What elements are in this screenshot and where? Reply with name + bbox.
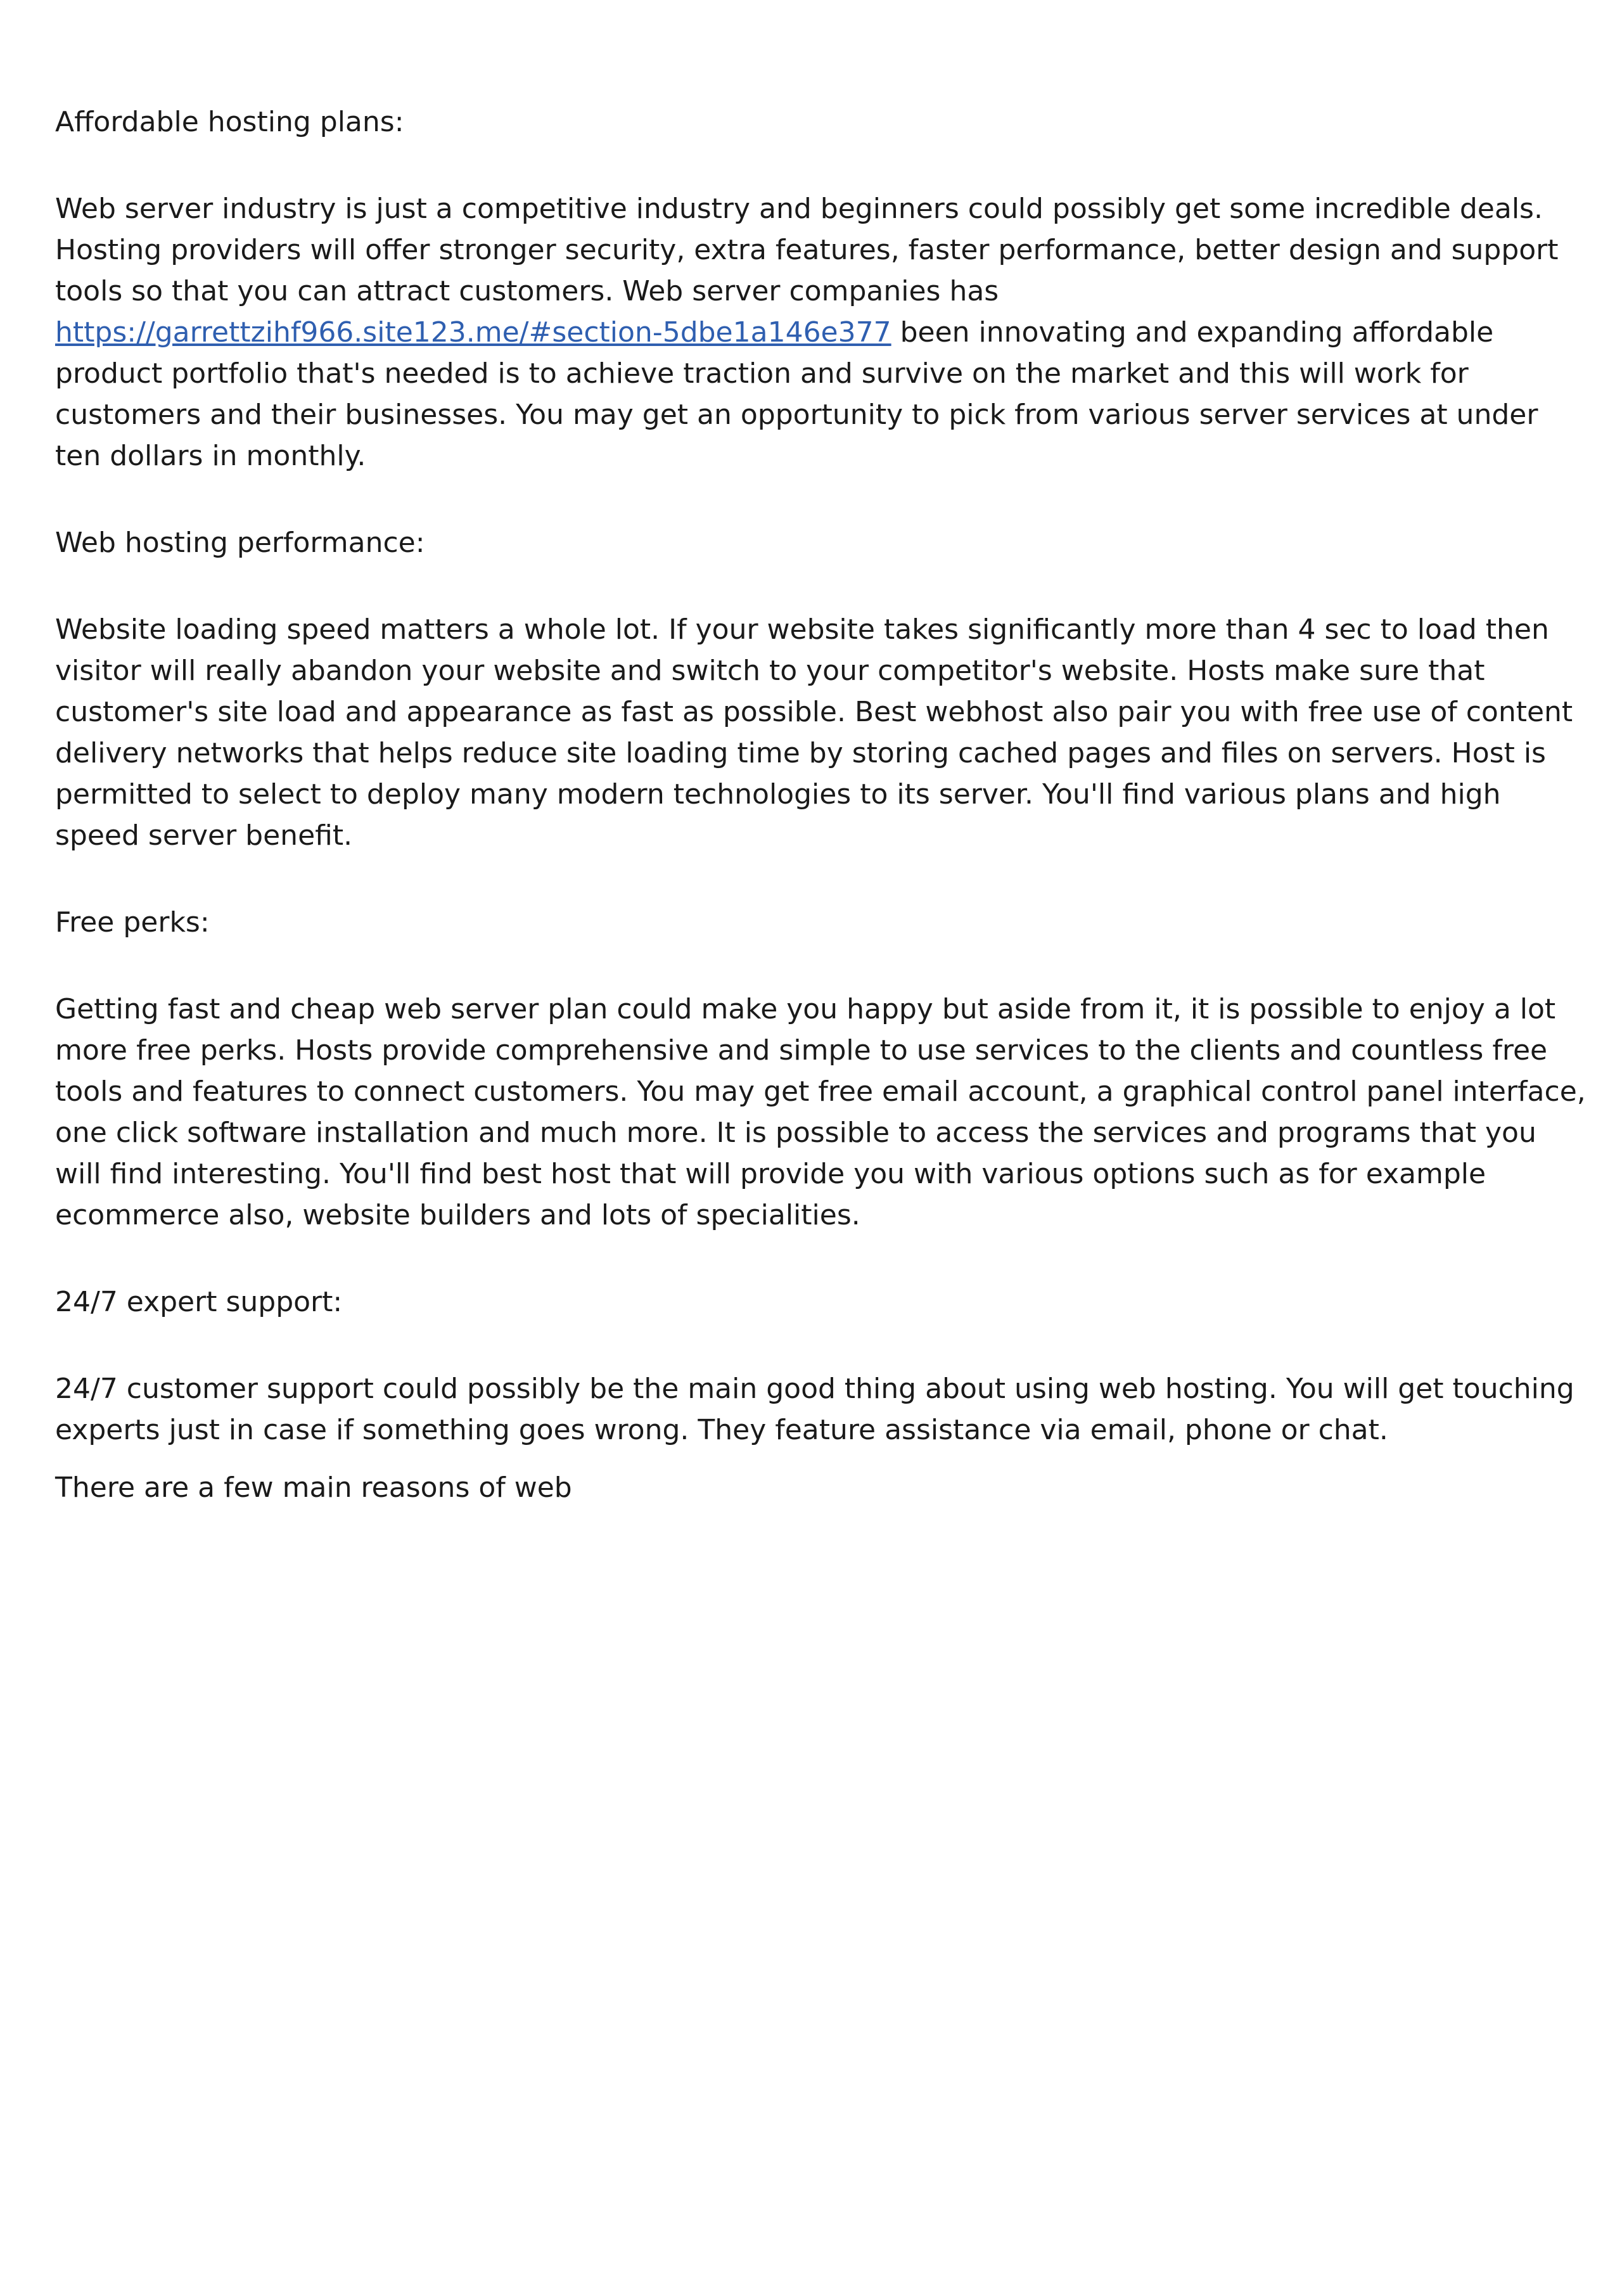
cutoff-text-line: [55, 1472, 1588, 1505]
document-content: [55, 101, 1588, 1505]
heading-affordable-hosting: Affordable hosting plans:: [55, 106, 404, 138]
heading-hosting-performance: Web hosting performance:: [55, 527, 425, 559]
paragraph-hosting-performance: Website loading speed matters a whole lot. If your website takes significantly more than 4 sec to load then visitor will really abandon your website and switch to your competitor's website. Hosts make sure that customer's site load and appearance as fast as possible. Best webhost also pair you with free use of content delivery networks that helps reduce site loading time by storing cached pages and files on servers. Host is permitted to select to deploy many modern technologies to its server. You'll find various plans and high speed server benefit.: [55, 613, 1573, 852]
heading-expert-support: 24/7 expert support:: [55, 1286, 343, 1318]
garrettzihf966-link[interactable]: https://garrettzihf966.site123.me/#section-5dbe1a146e377: [55, 316, 891, 349]
cutoff-text: There are a few main reasons of web: [55, 1472, 572, 1504]
paragraph-free-perks: Getting fast and cheap web server plan could make you happy but aside from it, it is possible to enjoy a lot more free perks. Hosts provide comprehensive and simple to use services to the clients and countless free tools and features to connect customers. You may get free email account, a graphical control panel interface, one click software installation and much more. It is possible to access the services and programs that you will find interesting. You'll find best host that will provide you with various options such as for example ecommerce also, website builders and lots of specialities.: [55, 993, 1586, 1231]
paragraph-affordable-hosting: [55, 188, 1588, 477]
paragraph-text: been innovating and expanding affordable product portfolio that's needed is to achieve traction and survive on the market and this will work for customers and their businesses. You may get an opportunity to pick from various server services at under ten dollars in monthly.: [55, 316, 1538, 472]
paragraph-text: Web server industry is just a competitive industry and beginners could possibly get some incredible deals. Hosting providers will offer stronger security, extra features, faster performance, better design and support tools so that you can attract customers. Web server companies has: [55, 193, 1559, 307]
heading-free-perks: Free perks:: [55, 906, 210, 939]
paragraph-expert-support: 24/7 customer support could possibly be the main good thing about using web hosting. You will get touching experts just in case if something goes wrong. They feature assistance via email, phone or chat.: [55, 1373, 1574, 1446]
